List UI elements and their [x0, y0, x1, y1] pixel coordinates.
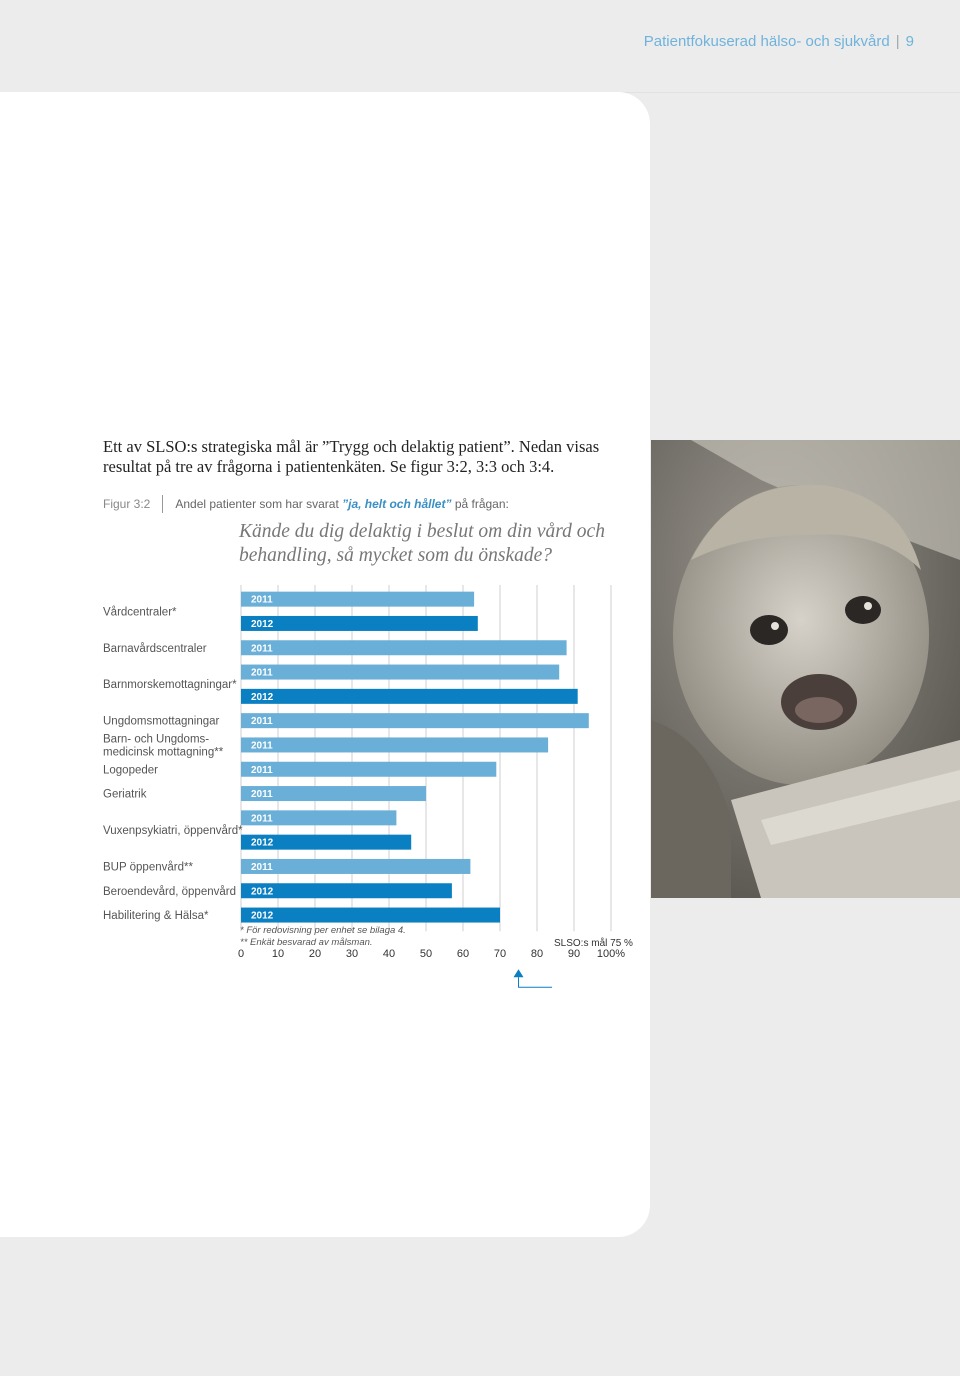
category-label: Habilitering & Hälsa* [103, 910, 209, 923]
category-label: medicinsk mottagning** [103, 746, 224, 759]
bar-5-2011 [241, 762, 496, 777]
caption-post: på frågan: [451, 497, 509, 511]
x-tick-label: 10 [271, 948, 285, 961]
footnote-1: * För redovisning per enhet se bilaga 4. [240, 925, 406, 936]
x-tick-label: 80 [530, 948, 544, 961]
caption-pre: Andel patienter som har svarat [175, 497, 343, 511]
category-label: Logopeder [103, 764, 158, 777]
category-label: Geriatrik [103, 788, 147, 801]
footnotes [240, 925, 406, 949]
category-label: Vårdcentraler* [103, 606, 177, 619]
target-leader-line [519, 977, 553, 987]
bar-year-label: 2011 [251, 667, 273, 679]
category-label: Beroendevård, öppenvård [103, 885, 236, 898]
bar-1-2011 [241, 640, 567, 655]
x-tick-label: 40 [382, 948, 396, 961]
bar-0-2012 [241, 616, 478, 631]
x-tick-label: 50 [419, 948, 433, 961]
bar-year-label: 2011 [251, 789, 273, 801]
target-marker [514, 969, 524, 977]
x-tick-label: 30 [345, 948, 359, 961]
category-label: Ungdomsmottagningar [103, 715, 220, 728]
bar-year-label: 2012 [251, 618, 274, 630]
bar-10-2012 [241, 908, 500, 923]
bar-year-label: 2012 [251, 837, 274, 849]
x-tick-label: 70 [493, 948, 507, 961]
intro-paragraph: Ett av SLSO:s strategiska mål är ”Trygg och delaktig patient”. Nedan visas resultat på tre av frågorna i patientenkäten. Se figur 3:2, 3:3 och 3:4. [103, 437, 600, 476]
header-title: Patientfokuserad hälso- och sjukvård [643, 33, 890, 50]
x-tick-label: 90 [567, 948, 581, 961]
category-label: Barnmorskemottagningar* [103, 679, 237, 692]
bar-year-label: 2011 [251, 861, 273, 873]
bar-2-2012 [241, 689, 578, 704]
page-number: 9 [905, 33, 914, 50]
bar-year-label: 2012 [251, 691, 274, 703]
figure-number: Figur 3:2 [103, 497, 151, 511]
bar-year-label: 2011 [251, 740, 273, 752]
category-label: BUP öppenvård** [103, 861, 193, 874]
x-tick-label: 0 [237, 948, 245, 961]
bar-year-label: 2011 [251, 813, 273, 825]
bar-year-label: 2011 [251, 764, 273, 776]
x-tick-label: 100% [596, 948, 626, 961]
child-photo [651, 440, 960, 898]
bar-4-2011 [241, 737, 548, 752]
x-tick-label: 20 [308, 948, 322, 961]
bar-3-2011 [241, 713, 589, 728]
category-label: Vuxenpsykiatri, öppenvård* [103, 825, 243, 837]
bar-year-label: 2011 [251, 594, 273, 606]
category-label: Barn- och Ungdoms- [103, 733, 210, 746]
bar-year-label: 2011 [251, 716, 273, 728]
x-tick-label: 60 [456, 948, 470, 961]
caption-highlight: ”ja, helt och hållet” [342, 497, 452, 511]
footnote-2: ** Enkät besvarad av målsman. [240, 937, 373, 948]
target-label: SLSO:s mål 75 % [554, 938, 633, 949]
category-label: Barnavårdscentraler [103, 642, 207, 655]
bar-year-label: 2012 [251, 910, 274, 922]
survey-question: Kände du dig delaktig i beslut om din vård och behandling, så mycket som du önskade? [239, 521, 605, 566]
header-separator: | [895, 33, 900, 50]
child-photo-illustration [651, 440, 960, 898]
bar-8-2011 [241, 859, 470, 874]
bar-year-label: 2012 [251, 886, 274, 898]
bar-year-label: 2011 [251, 643, 273, 655]
bar-0-2011 [241, 592, 474, 607]
bar-2-2011 [241, 665, 559, 680]
